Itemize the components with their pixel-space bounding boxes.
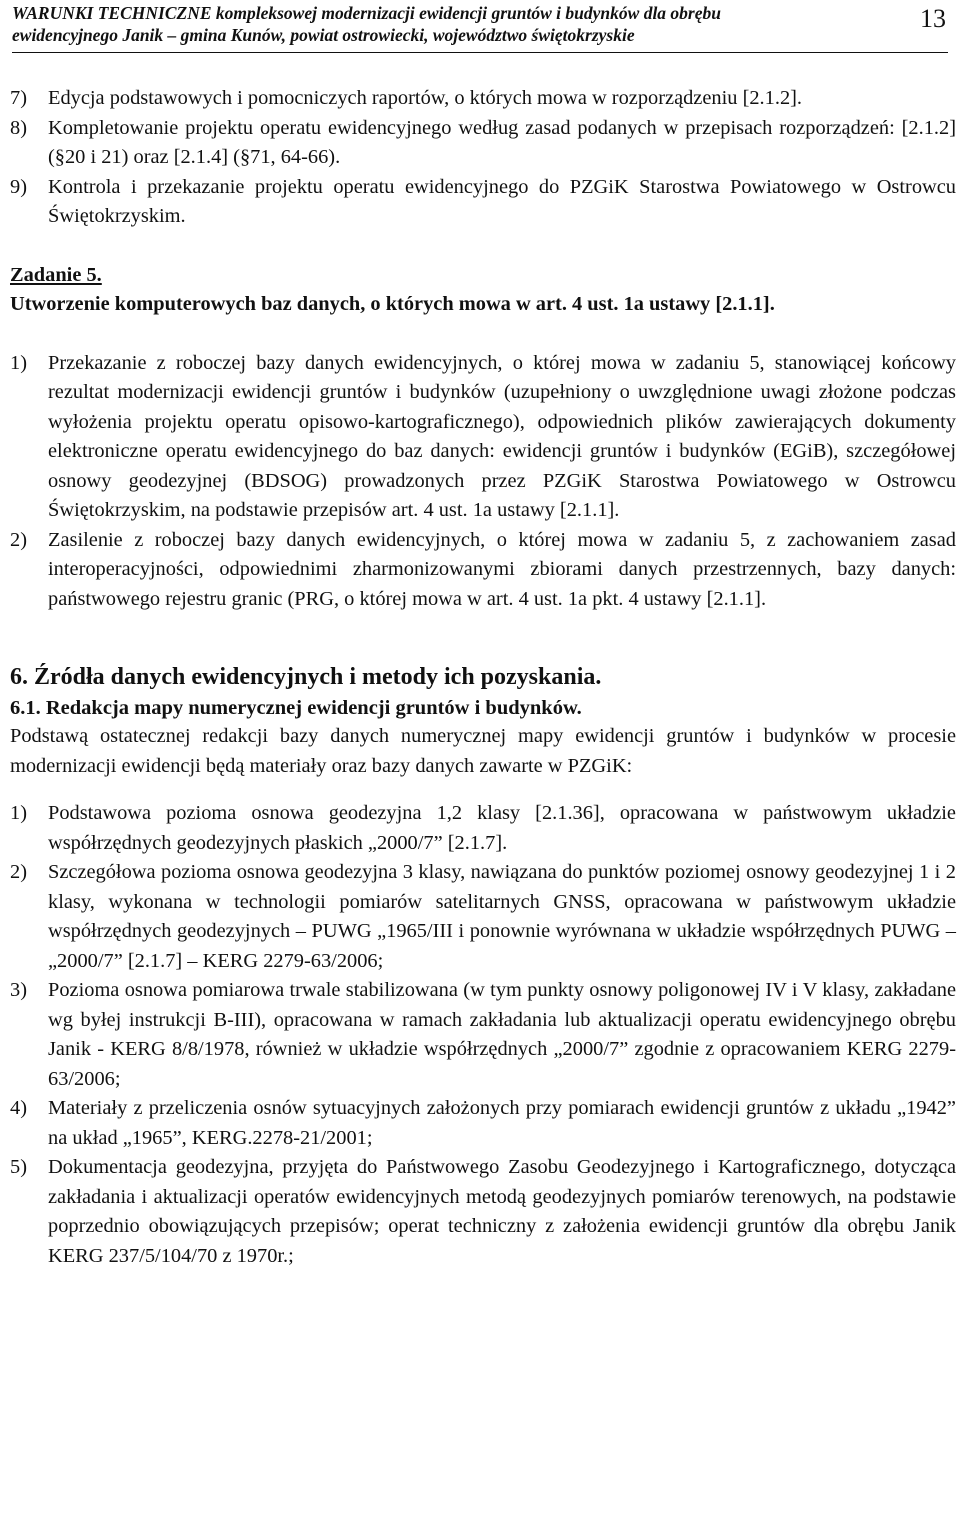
list-item-number: 2) (10, 861, 27, 883)
section-6-1-intro: Podstawą ostatecznej redakcji bazy danych numerycznej mapy ewidencji gruntów i budynków w procesie modernizacji ewidencji będą materiały oraz bazy danych zawarte w PZGiK: (10, 725, 956, 777)
list-item-text: Podstawowa pozioma osnowa geodezyjna 1,2 klasy [2.1.36], opracowana w państwowym układzie współrzędnych geodezyjnych płaskich „2000/7” [2.1.7]. (48, 802, 956, 854)
list-item-text: Dokumentacja geodezyjna, przyjęta do Państwowego Zasobu Geodezyjnego i Kartograficznego, dotycząca zakładania i aktualizacji operatów ewidencyjnych metodą geodezyjnych pomiarów terenowych, na podstawie poprzednio obowiązujących przepisów; operat techniczny z założenia ewidencji gruntów dla obrębu Janik KERG 237/5/104/70 z 1970r.; (48, 1156, 956, 1267)
section-6-1-heading: 6.1. Redakcja mapy numerycznej ewidencji gruntów i budynków. (10, 697, 582, 719)
list-item (10, 1094, 956, 1153)
list-item-number: 4) (10, 1097, 27, 1119)
list-item (10, 1153, 956, 1271)
list-item-text: Edycja podstawowych i pomocniczych raportów, o których mowa w rozporządzeniu [2.1.2]. (48, 87, 803, 109)
list-item-number: 7) (10, 87, 27, 109)
list-item-number: 2) (10, 528, 27, 551)
list-item (10, 84, 956, 114)
list-item (10, 976, 956, 1094)
list-item-text: Szczegółowa pozioma osnowa geodezyjna 3 klasy, nawiązana do punktów poziomej osnowy geodezyjnej 1 i 2 klasy, wykonana w technologii pomiarów satelitarnych GNSS, opracowana w państwowym układzie współrzędnych geodezyjnych – PUWG „1965/III i ponownie wyrównana w układzie współrzędnych PUWG – „2000/7” [2.1.7] – KERG 2279-63/2006; (48, 861, 956, 972)
list-item-number: 5) (10, 1156, 27, 1178)
list-item (10, 799, 956, 858)
list-item-number: 8) (10, 116, 27, 139)
list-item (10, 349, 956, 526)
list-item-text: Zasilenie z roboczej bazy danych ewidencyjnych, o której mowa w zadaniu 5, z zachowaniem zasad interoperacyjności, odpowiednimi zharmonizowanymi zbiorami danych przestrzennych, bazy danych: państwowego rejestru granic (PRG, o której mowa w art. 4 ust. 1a pkt. 4 ustawy [2.1.1]. (48, 528, 956, 610)
list-item (10, 526, 956, 615)
list-item-text: Materiały z przeliczenia osnów sytuacyjnych założonych przy pomiarach ewidencji gruntów z układu „1942” na układ „1965”, KERG.2278-21/2001; (48, 1097, 956, 1149)
header-title-line-2: ewidencyjnego Janik – gmina Kunów, powiat ostrowiecki, województwo świętokrzyskie (12, 25, 635, 45)
list-item (10, 858, 956, 976)
document-body (10, 84, 956, 1271)
list-item (10, 114, 956, 173)
task-5-subtitle: Utworzenie komputerowych baz danych, o których mowa w art. 4 ust. 1a ustawy [2.1.1]. (10, 293, 775, 315)
list-item (10, 173, 956, 232)
list-item-number: 1) (10, 351, 27, 374)
list-item-text: Kompletowanie projektu operatu ewidencyjnego według zasad podanych w przepisach rozporządzeń: [2.1.2] (§20 i 21) oraz [2.1.4] (§71, 64-66). (48, 116, 956, 168)
list-item-number: 1) (10, 802, 27, 824)
list-item-text: Pozioma osnowa pomiarowa trwale stabilizowana (w tym punkty osnowy poligonowej IV i V klasy, zakładane wg byłej instrukcji B-III), opracowana w ramach zakładania lub aktualizacji operatu ewidencyjnego obrębu Janik - KERG 8/8/1978, również w układzie współrzędnych „2000/7” zgodnie z opracowaniem KERG 2279-63/2006; (48, 979, 956, 1090)
list-item-number: 3) (10, 979, 27, 1001)
section-6-heading: 6. Źródła danych ewidencyjnych i metody ich pozyskania. (10, 664, 602, 690)
header-title-line-1: WARUNKI TECHNICZNE kompleksowej modernizacji ewidencji gruntów i budynków dla obrębu (12, 3, 721, 23)
list-item-text: Kontrola i przekazanie projektu operatu ewidencyjnego do PZGiK Starostwa Powiatowego w Ostrowcu Świętokrzyskim. (48, 175, 956, 227)
task-5-title: Zadanie 5. (10, 263, 102, 286)
page-header (12, 2, 948, 53)
list-item-text: Przekazanie z roboczej bazy danych ewidencyjnych, o której mowa w zadaniu 5, stanowiącej końcowy rezultat modernizacji ewidencji gruntów i budynków (uzupełniony o uwzględnione uwagi złożone podczas wyłożenia projektu operatu opisowo-kartograficznego), odpowiednich plików zawierających dokumenty elektroniczne operatu ewidencyjnego do baz danych: ewidencji gruntów i budynków (EGiB), szczegółowej osnowy geodezyjnej (BDSOG) prowadzonych przez PZGiK Starostwa Powiatowego w Ostrowcu Świętokrzyskim, na podstawie przepisów art. 4 ust. 1a ustawy [2.1.1]. (48, 351, 956, 521)
list-item-number: 9) (10, 175, 27, 198)
page-number: 13 (920, 4, 946, 33)
